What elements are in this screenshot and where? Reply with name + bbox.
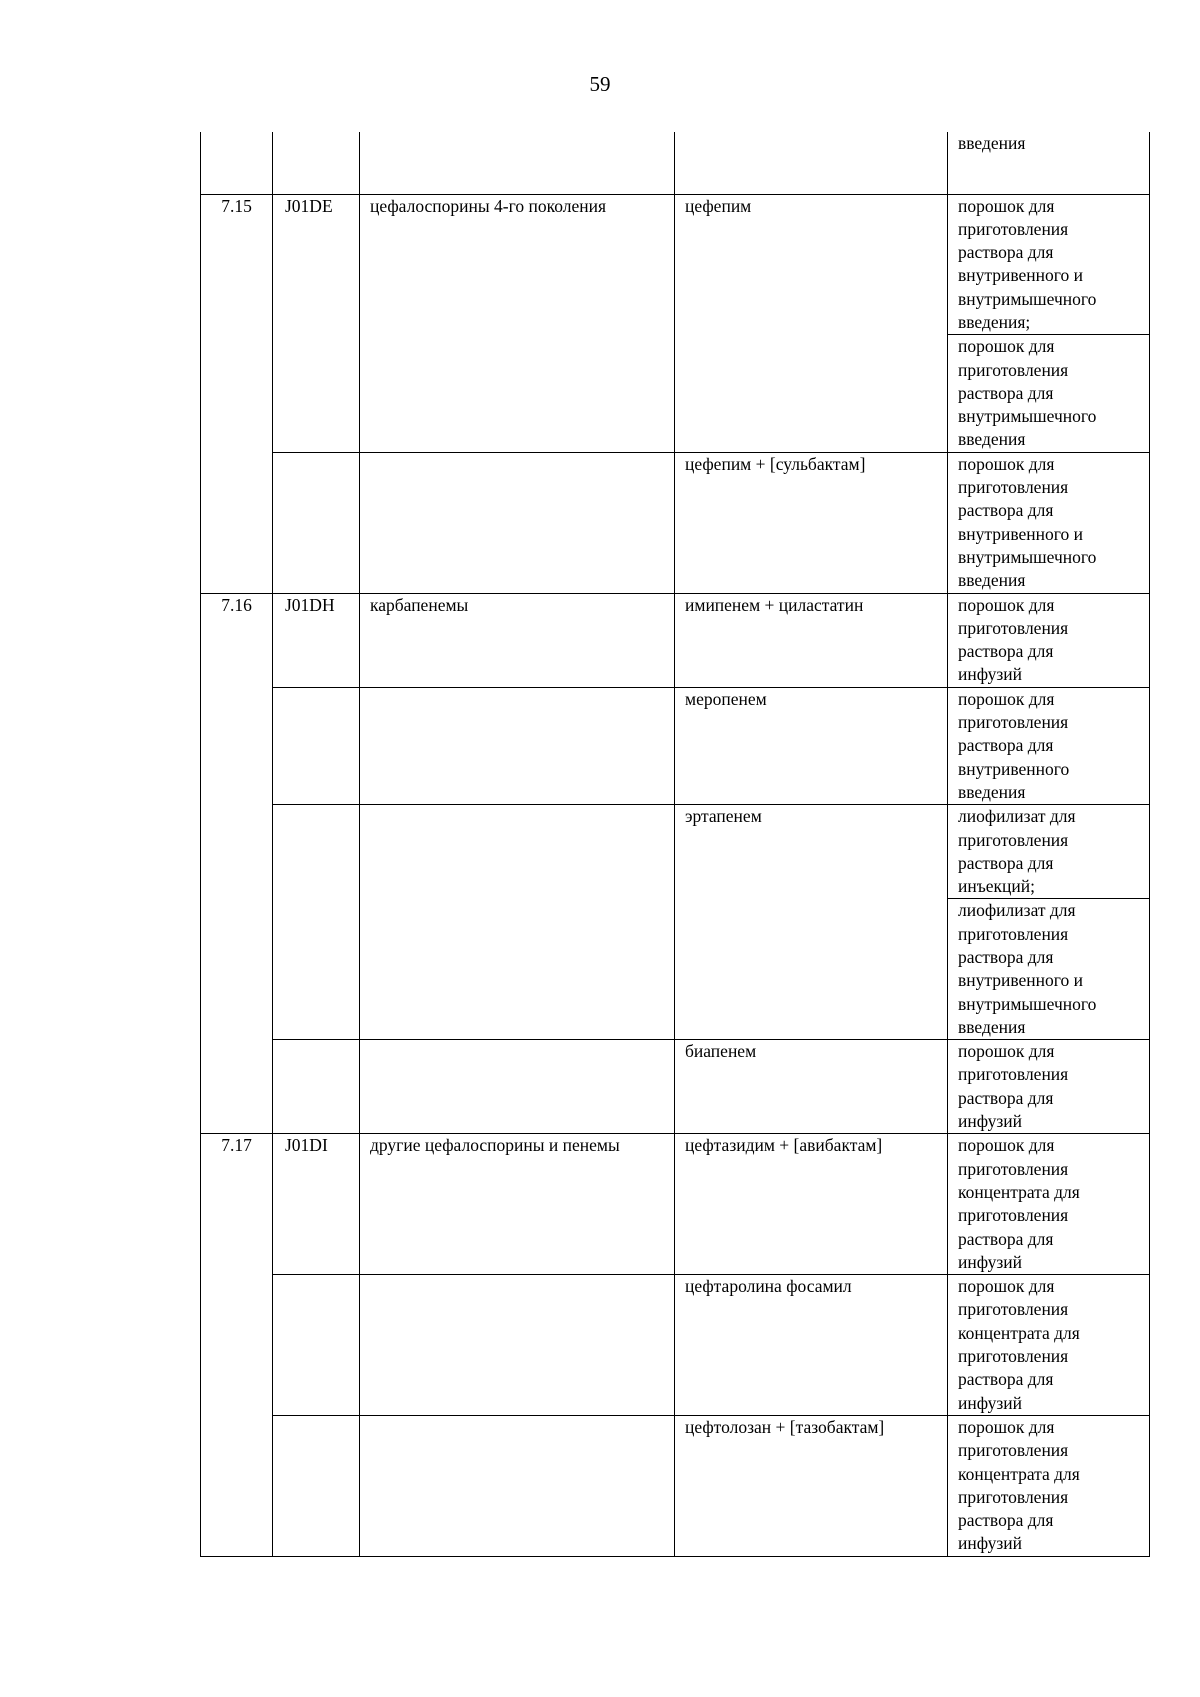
atc-code-cell: J01DE: [273, 194, 360, 452]
inn-cell: цефепим + [сульбактам]: [675, 452, 948, 593]
dosage-form-cell: порошок для приготовления раствора для внутривенного и внутримышечного введения;: [948, 194, 1150, 335]
dosage-form-cell: порошок для приготовления раствора для внутривенного и внутримышечного введения: [948, 452, 1150, 593]
atc-code-cell: [273, 452, 360, 593]
dosage-form-cell: порошок для приготовления раствора для внутримышечного введения: [948, 335, 1150, 452]
dosage-form-cell: порошок для приготовления концентрата для приготовления раствора для инфузий: [948, 1415, 1150, 1556]
atc-code-cell: [273, 805, 360, 1040]
group-number-cell: 7.16: [201, 593, 273, 1134]
dosage-form-cell: лиофилизат для приготовления раствора для инъекций;: [948, 805, 1150, 899]
inn-cell: имипенем + циластатин: [675, 593, 948, 687]
atc-code-cell: [273, 1415, 360, 1556]
page-number: 59: [589, 72, 611, 96]
inn-cell: цефтазидим + [авибактам]: [675, 1134, 948, 1275]
inn-cell: эртапенем: [675, 805, 948, 1040]
inn-cell: цефепим: [675, 194, 948, 452]
group-name-cell: [360, 1415, 675, 1556]
inn-cell: цефтаролина фосамил: [675, 1275, 948, 1416]
dosage-form-cell: порошок для приготовления концентрата для приготовления раствора для инфузий: [948, 1134, 1150, 1275]
dosage-form-cell: порошок для приготовления раствора для инфузий: [948, 593, 1150, 687]
inn-cell: биапенем: [675, 1040, 948, 1134]
group-name-cell: карбапенемы: [360, 593, 675, 687]
atc-code-cell: [273, 687, 360, 804]
table-row: [201, 1275, 1150, 1416]
table-row: [201, 132, 1150, 194]
table-cell: [273, 132, 360, 194]
group-number-cell: 7.17: [201, 1134, 273, 1556]
inn-cell: цефтолозан + [тазобактам]: [675, 1415, 948, 1556]
table-row: [201, 593, 1150, 687]
table-row: [201, 1040, 1150, 1134]
group-number-cell: 7.15: [201, 194, 273, 593]
table-row: [201, 805, 1150, 899]
group-name-cell: цефалоспорины 4-го поколения: [360, 194, 675, 452]
table-row: [201, 452, 1150, 593]
dosage-form-cell: введения: [948, 132, 1150, 194]
atc-code-cell: [273, 1040, 360, 1134]
table-cell: [675, 132, 948, 194]
inn-cell: меропенем: [675, 687, 948, 804]
table-cell: [360, 132, 675, 194]
group-name-cell: [360, 452, 675, 593]
atc-code-cell: J01DI: [273, 1134, 360, 1275]
table-row: [201, 1415, 1150, 1556]
dosage-form-cell: порошок для приготовления концентрата для приготовления раствора для инфузий: [948, 1275, 1150, 1416]
table-row: [201, 687, 1150, 804]
group-name-cell: другие цефалоспорины и пенемы: [360, 1134, 675, 1275]
group-name-cell: [360, 805, 675, 1040]
atc-code-cell: J01DH: [273, 593, 360, 687]
group-name-cell: [360, 1040, 675, 1134]
drug-table: [200, 132, 1150, 1557]
table-cell: [201, 132, 273, 194]
group-name-cell: [360, 1275, 675, 1416]
dosage-form-cell: порошок для приготовления раствора для инфузий: [948, 1040, 1150, 1134]
group-name-cell: [360, 687, 675, 804]
dosage-form-cell: лиофилизат для приготовления раствора для внутривенного и внутримышечного введения: [948, 899, 1150, 1040]
table-row: [201, 1134, 1150, 1275]
dosage-form-cell: порошок для приготовления раствора для внутривенного введения: [948, 687, 1150, 804]
table-row: [201, 194, 1150, 335]
atc-code-cell: [273, 1275, 360, 1416]
